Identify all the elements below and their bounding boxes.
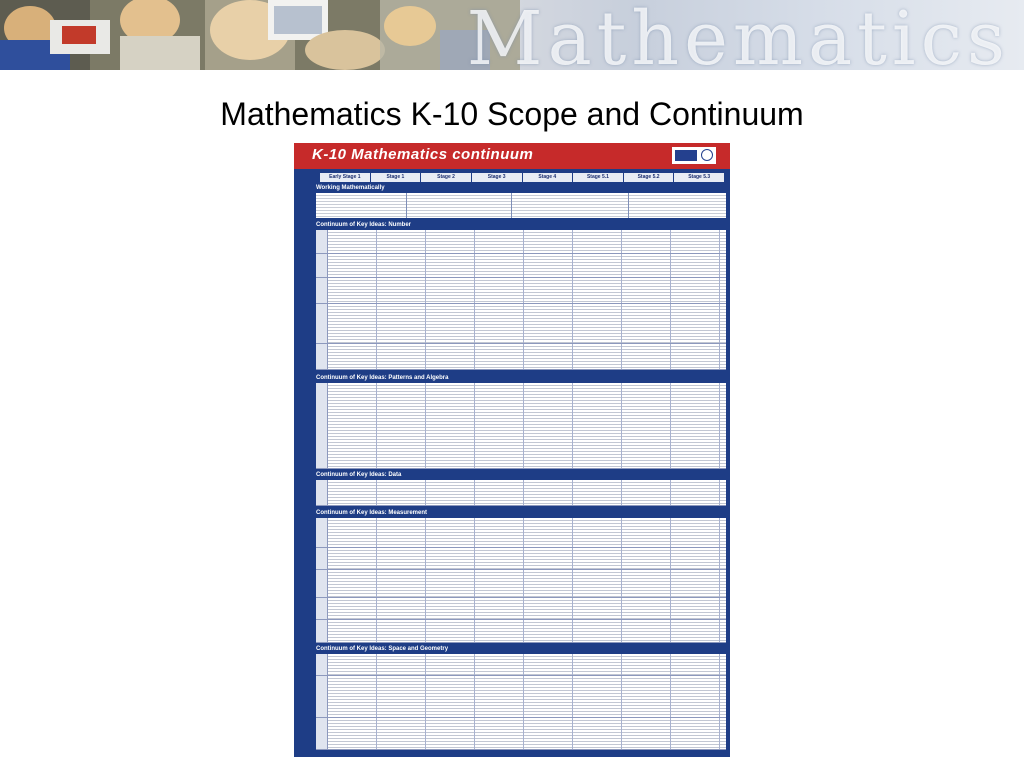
stage-1: Stage 1 <box>371 173 421 182</box>
section-measurement: Continuum of Key Ideas: Measurement <box>316 510 428 516</box>
stage-5-3: Stage 5.3 <box>674 173 724 182</box>
stage-4: Stage 4 <box>523 173 573 182</box>
section-data: Continuum of Key Ideas: Data <box>316 472 402 478</box>
poster-title: K-10 Mathematics continuum <box>312 146 534 163</box>
header-banner <box>0 0 1024 70</box>
section-patterns-and-algebra: Continuum of Key Ideas: Patterns and Algebra <box>316 375 449 381</box>
panel-space-and-geometry <box>316 654 726 750</box>
slide-title: Mathematics K-10 Scope and Continuum <box>220 96 804 132</box>
stage-3: Stage 3 <box>472 173 522 182</box>
section-number: Continuum of Key Ideas: Number <box>316 222 412 228</box>
nsw-government-logo-icon <box>672 147 716 164</box>
classroom-photo <box>0 0 520 70</box>
panel-patterns-and-algebra <box>316 383 726 469</box>
poster-header <box>294 143 730 169</box>
section-working-mathematically: Working Mathematically <box>316 185 385 191</box>
panel-working-mathematically <box>316 193 726 218</box>
continuum-poster <box>294 143 730 757</box>
section-space-and-geometry: Continuum of Key Ideas: Space and Geometry <box>316 646 449 652</box>
stage-5-2: Stage 5.2 <box>624 173 674 182</box>
stage-5-1: Stage 5.1 <box>573 173 623 182</box>
panel-number <box>316 230 726 370</box>
stage-2: Stage 2 <box>421 173 471 182</box>
panel-measurement <box>316 518 726 643</box>
banner-mathematics-word: Mathematics <box>466 0 1010 70</box>
stage-early-stage-1: Early Stage 1 <box>320 173 370 182</box>
stage-header-row <box>320 173 724 182</box>
panel-data <box>316 480 726 506</box>
